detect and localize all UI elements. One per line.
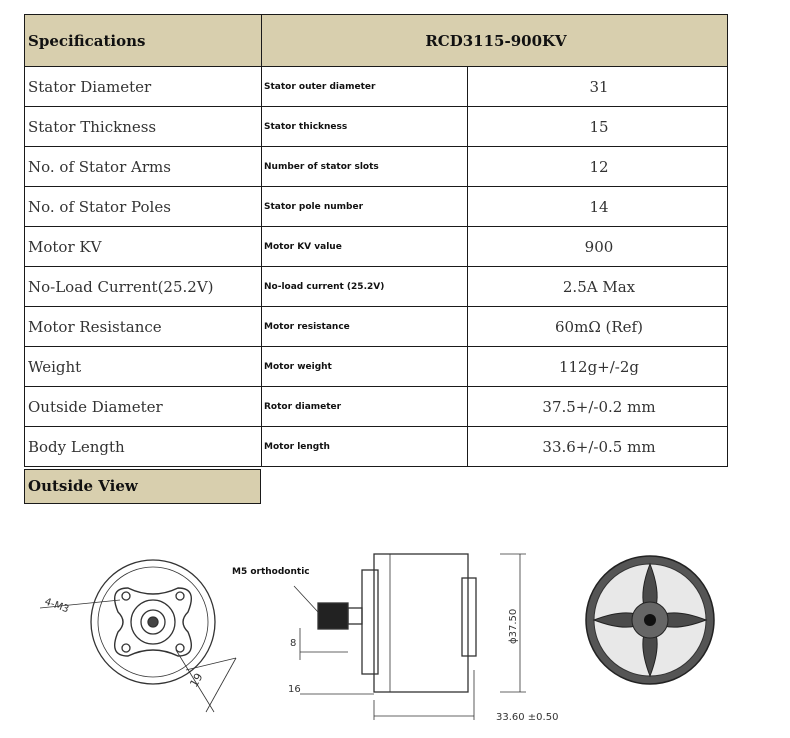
spec-label: Motor Resistance — [25, 307, 262, 347]
spec-row — [25, 187, 728, 227]
spec-label: Motor KV — [25, 227, 262, 267]
dim-8-label: 8 — [290, 638, 297, 649]
spec-value: 900 — [468, 227, 728, 267]
motor-drawings — [0, 520, 790, 738]
spec-row — [25, 387, 728, 427]
front-screw-label: 4-M3 — [42, 596, 71, 616]
spec-value: 60mΩ (Ref) — [468, 307, 728, 347]
shaft-label: M5 orthodontic — [232, 567, 310, 577]
spec-row — [25, 307, 728, 347]
spec-header-model: RCD3115-900KV — [262, 15, 728, 67]
length-label: 33.60 ±0.50 — [496, 712, 559, 723]
spec-row — [25, 147, 728, 187]
spec-value: 112g+/-2g — [468, 347, 728, 387]
spec-row — [25, 67, 728, 107]
outside-view-title: Outside View — [24, 469, 261, 504]
diameter-label: ϕ37.50 — [508, 608, 519, 644]
spec-label: No-Load Current(25.2V) — [25, 267, 262, 307]
spec-row — [25, 427, 728, 467]
spec-note: Motor weight — [262, 347, 468, 387]
spec-note: Stator thickness — [262, 107, 468, 147]
spec-label: Body Length — [25, 427, 262, 467]
spec-header-label: Specifications — [25, 15, 262, 67]
front-view-drawing — [40, 560, 236, 712]
dim-16-label: 16 — [288, 684, 301, 695]
spec-note: Motor length — [262, 427, 468, 467]
spec-note: Rotor diameter — [262, 387, 468, 427]
spec-value: 31 — [468, 67, 728, 107]
spec-value: 15 — [468, 107, 728, 147]
spec-value: 37.5+/-0.2 mm — [468, 387, 728, 427]
spec-row — [25, 267, 728, 307]
spec-row — [25, 227, 728, 267]
spec-label: Stator Diameter — [25, 67, 262, 107]
front-dim-label: 19 — [187, 670, 206, 690]
spec-label: Outside Diameter — [25, 387, 262, 427]
spec-value: 2.5A Max — [468, 267, 728, 307]
spec-value: 33.6+/-0.5 mm — [468, 427, 728, 467]
side-view-drawing — [294, 554, 526, 720]
top-view-drawing — [586, 556, 714, 684]
spec-note: Motor resistance — [262, 307, 468, 347]
spec-note: Number of stator slots — [262, 147, 468, 187]
spec-header-row — [25, 15, 728, 67]
spec-label: No. of Stator Arms — [25, 147, 262, 187]
spec-label: Weight — [25, 347, 262, 387]
spec-label: No. of Stator Poles — [25, 187, 262, 227]
spec-value: 12 — [468, 147, 728, 187]
spec-value: 14 — [468, 187, 728, 227]
spec-row — [25, 107, 728, 147]
spec-note: Motor KV value — [262, 227, 468, 267]
spec-note: No-load current (25.2V) — [262, 267, 468, 307]
spec-label: Stator Thickness — [25, 107, 262, 147]
spec-table — [24, 14, 728, 467]
spec-row — [25, 347, 728, 387]
spec-note: Stator pole number — [262, 187, 468, 227]
spec-note: Stator outer diameter — [262, 67, 468, 107]
